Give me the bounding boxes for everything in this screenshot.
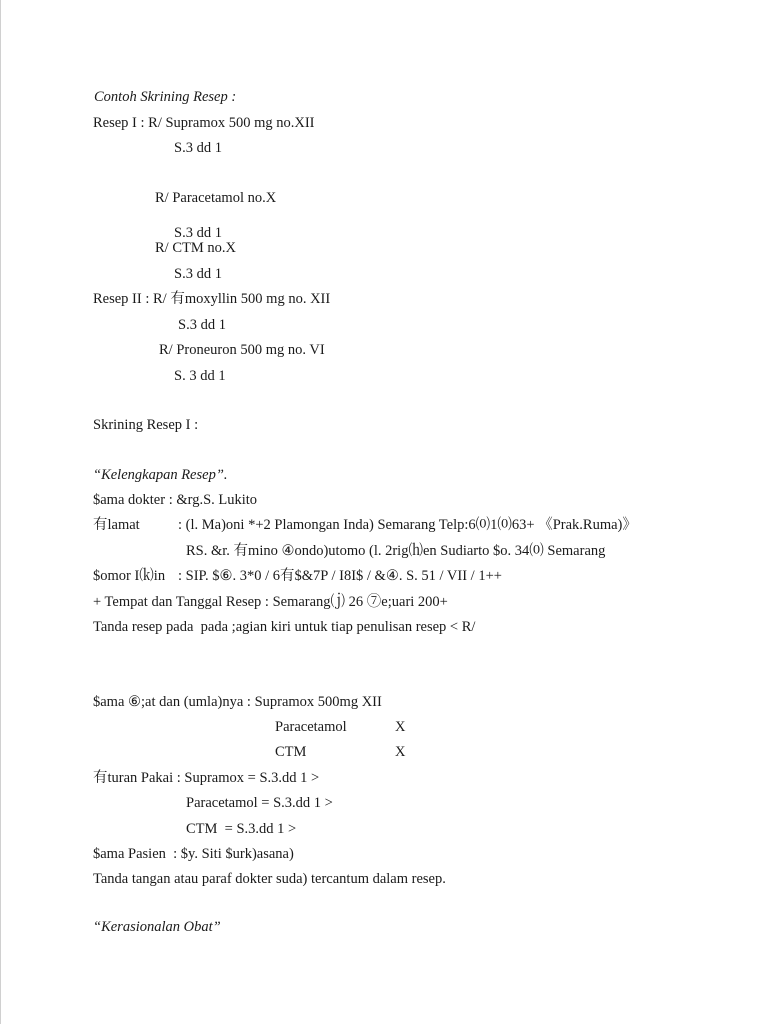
nama-dokter: $ama dokter : &rg.S. Lukito: [93, 492, 258, 508]
nomor-value: : SIP. $⑥. 3*0 / 6有$&7P / I8I$ / &④. S. 51 / VII / 1++: [178, 568, 502, 584]
aturan-line3: CTM = S.3.dd 1 >: [186, 821, 297, 837]
resep1-sig2: S.3 dd 1: [174, 225, 222, 241]
nama-obat-line: $ama ⑥;at dan (umla)nya : Supramox 500mg XII: [93, 694, 382, 710]
skrining-heading: Skrining Resep I :: [93, 417, 199, 433]
resep1-line2: R/ Paracetamol no.X: [155, 190, 277, 206]
aturan-line2: Paracetamol = S.3.dd 1 >: [186, 795, 333, 811]
resep1-line3: R/ CTM no.X: [155, 240, 236, 256]
nama-obat-item3-qty: X: [395, 744, 406, 760]
alamat-line1: : (l. Ma)oni *+2 Plamongan Inda) Semarang Telp:6⒪1⒪63+ 《Prak.Ruma)》: [178, 517, 637, 533]
nomor-label: $omor I⒦in: [93, 568, 166, 584]
nama-obat-item2: Paracetamol: [275, 719, 347, 735]
tanda-resep: Tanda resep pada pada ;agian kiri untuk tiap penulisan resep < R/: [93, 619, 476, 635]
resep1-sig1: S.3 dd 1: [174, 140, 222, 156]
nama-pasien: $ama Pasien : $y. Siti $urk)asana): [93, 846, 294, 862]
resep1-line1: Resep I : R/ Supramox 500 mg no.XII: [93, 115, 315, 131]
aturan-line1: 有turan Pakai : Supramox = S.3.dd 1 >: [93, 770, 320, 786]
kerasionalan-heading: “Kerasionalan Obat”: [93, 919, 221, 935]
alamat-label: 有lamat: [93, 517, 140, 533]
nama-obat-item3: CTM: [275, 744, 307, 760]
resep2-sig2: S. 3 dd 1: [174, 368, 226, 384]
resep2-line1: Resep II : R/ 有moxyllin 500 mg no. XII: [93, 291, 331, 307]
alamat-line2: RS. &r. 有mino ④ondo)utomo (l. 2rig⒣en Sudiarto $o. 34⒪ Semarang: [186, 543, 606, 559]
nama-obat-item2-qty: X: [395, 719, 406, 735]
tempat-tanggal: + Tempat dan Tanggal Resep : Semarang⒥ 26 ⑦e;uari 200+: [93, 594, 448, 610]
tanda-tangan: Tanda tangan atau paraf dokter suda) tercantum dalam resep.: [93, 871, 446, 887]
resep1-sig3: S.3 dd 1: [174, 266, 222, 282]
document-title: Contoh Skrining Resep :: [94, 89, 237, 105]
resep2-line2: R/ Proneuron 500 mg no. VI: [159, 342, 325, 358]
page-edge: [0, 0, 1, 1024]
kelengkapan-heading: “Kelengkapan Resep”.: [93, 467, 228, 483]
resep2-sig1: S.3 dd 1: [178, 317, 226, 333]
